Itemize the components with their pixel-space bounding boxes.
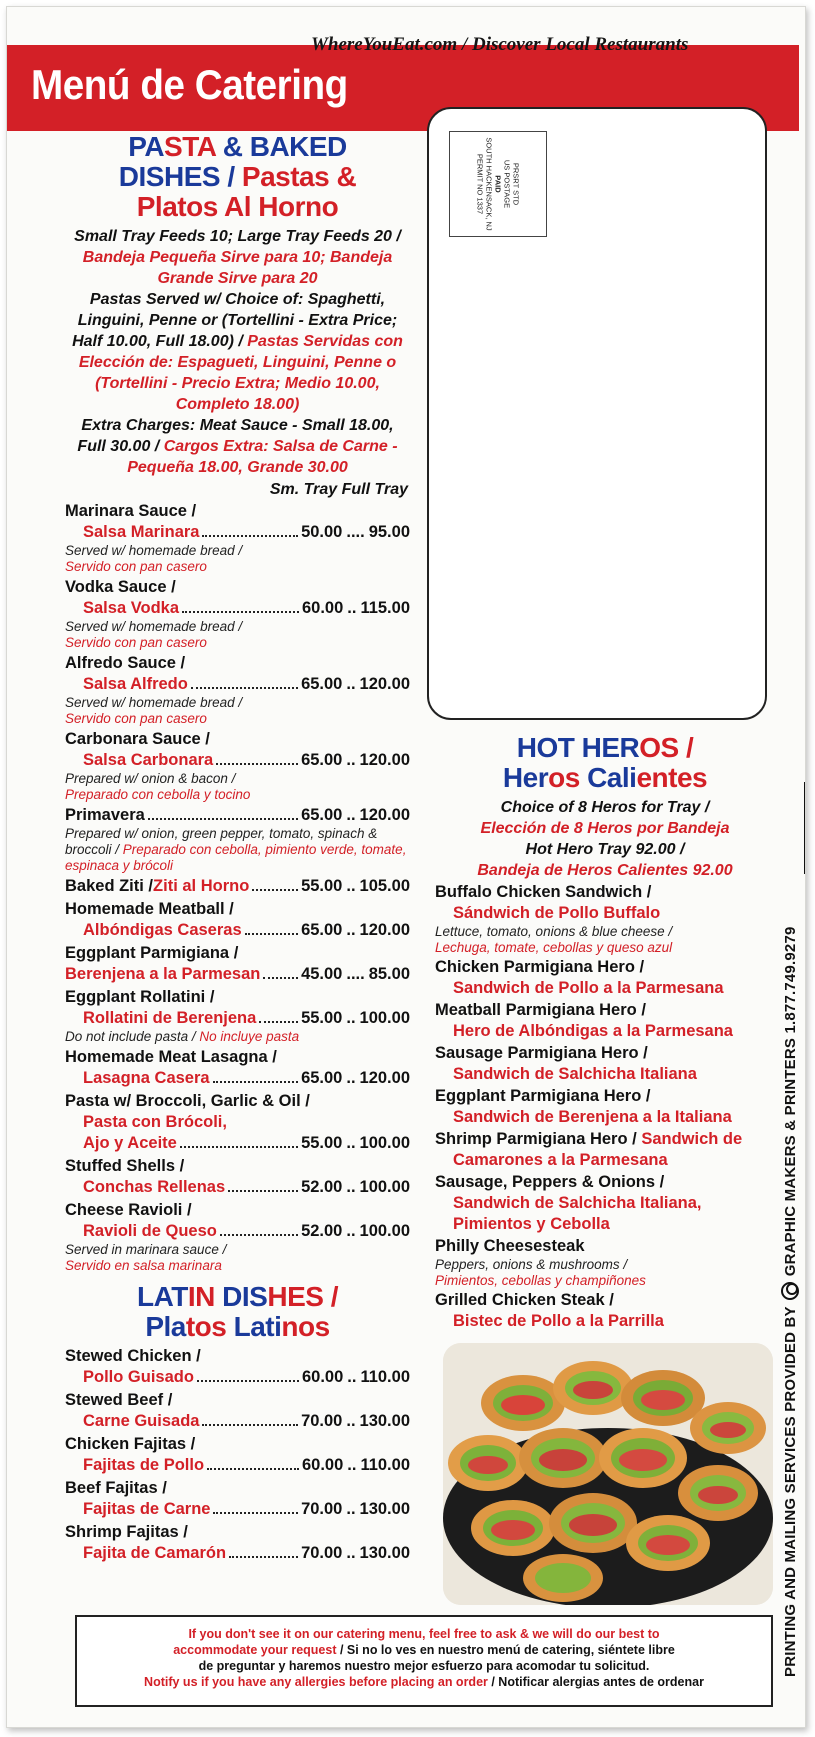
pasta-intro: Small Tray Feeds 10; Large Tray Feeds 20 / Bandeja Pequeña Sirve para 10; Bandeja Grande Sirve para 20 Pastas Served w/ Choice of: Spaghetti, Linguini, Penne or (Tortellini - Extra Price; Half 10.00, Full 18.00) / Pastas Servidas con Elección de: Espagueti, Linguini, Penne o (Tortellini - Precio Extra; Medio 10.00, Completo 18.00) Extra Charges: Meat Sauce - Small 18.00, Full 30.00 / Cargos Extra: Salsa de Carne - Pequeña 18.00, Grande 30.00 <box>72 228 403 476</box>
menu-item: Primavera 65.00 .. 120.00 Prepared w/ onion, green pepper, tomato, spinach & broccoli / Preparado con cebolla, pimiento verde, tomate, espinaca y brócoli <box>65 806 410 873</box>
hero-item: Philly Cheesesteak Peppers, onions & mushrooms / Pimientos, cebollas y champiñones <box>435 1237 646 1288</box>
latin-heading: LATIN DISHES / Platos Latinos <box>137 1281 338 1342</box>
hero-item: Shrimp Parmigiana Hero / Sandwich de Camarones a la Parmesana <box>435 1130 743 1169</box>
watermark: WhereYouEat.com / Discover Local Restaurants <box>311 34 689 55</box>
printer-credit: PRINTING AND MAILING SERVICES PROVIDED BYGRAPHIC MAKERS & PRINTERS 1.877.749.9279 <box>782 926 799 1677</box>
menu-item: Carbonara Sauce / Salsa Carbonara 65.00 .. 120.00 Prepared w/ onion & bacon / Preparado con cebolla y tocino <box>65 730 410 802</box>
menu-item: Eggplant Rollatini / Rollatini de Berenjena 55.00 .. 100.00 Do not include pasta / No incluye pasta <box>65 988 410 1044</box>
menu-item: Eggplant Parmigiana / Berenjena a la Parmesan 45.00 .... 85.00 <box>65 944 410 983</box>
catering-footer-note: If you don't see it on our catering menu, feel free to ask & we will do our best to accommodate your request / Si no lo ves en nuestro menú de catering, siéntete libre de preguntar y haremos nuestro mejor esfuerzo para acomodar tu solicitud. Notify us if you have any allergies before placing an order / Notificar alergias antes de ordenar <box>75 1615 773 1707</box>
menu-item: Stuffed Shells / Conchas Rellenas 52.00 .. 100.00 <box>65 1157 410 1196</box>
menu-item: Cheese Ravioli / Ravioli de Queso 52.00 .. 100.00 Served in marinara sauce / Servido en salsa marinara <box>65 1201 410 1273</box>
menu-item: Alfredo Sauce / Salsa Alfredo 65.00 .. 120.00 Served w/ homemade bread / Servido con pan casero <box>65 654 410 726</box>
envelope-address-window <box>427 107 767 720</box>
menu-item: Beef Fajitas / Fajitas de Carne 70.00 .. 130.00 <box>65 1479 410 1518</box>
postage-permit-box <box>449 131 547 237</box>
left-column <box>65 132 410 1564</box>
tray-size-header: Sm. Tray Full Tray <box>269 481 408 498</box>
hero-item: Eggplant Parmigiana Hero / Sandwich de Berenjena a la Italiana <box>435 1087 732 1126</box>
hero-item: Sausage Parmigiana Hero / Sandwich de Salchicha Italiana <box>435 1044 697 1083</box>
hero-item: Sausage, Peppers & Onions / Sandwich de Salchicha Italiana, Pimientos y Cebolla <box>435 1173 702 1233</box>
heros-intro: Choice of 8 Heros for Tray / Elección de 8 Heros por Bandeja Hot Hero Tray 92.00 / Bandeja de Heros Calientes 92.00 <box>477 799 733 879</box>
sandwich-tray-photo <box>443 1343 773 1605</box>
hero-item: Chicken Parmigiana Hero / Sandwich de Pollo a la Parmesana <box>435 958 724 997</box>
menu-item: Homemade Meat Lasagna / Lasagna Casera 65.00 .. 120.00 <box>65 1048 410 1087</box>
menu-item: Baked Ziti / Ziti al Horno 55.00 .. 105.00 <box>65 877 410 895</box>
menu-item: Marinara Sauce / Salsa Marinara 50.00 .... 95.00 Served w/ homemade bread / Servido con pan casero <box>65 502 410 574</box>
heros-heading: HOT HEROS / Heros Calientes <box>502 732 708 793</box>
postage-permit-text: PRSRT STD US POSTAGE PAID SOUTH HACKENSACK, NJ PERMIT NO 1337 <box>475 137 521 231</box>
menu-item: Pasta w/ Broccoli, Garlic & Oil / Pasta con Brócoli, Ajo y Aceite 55.00 .. 100.00 <box>65 1092 410 1152</box>
menu-item: Vodka Sauce / Salsa Vodka 60.00 .. 115.00 Served w/ homemade bread / Servido con pan casero <box>65 578 410 650</box>
latin-list <box>65 1346 410 1564</box>
menu-item: Shrimp Fajitas / Fajita de Camarón 70.00 .. 130.00 <box>65 1523 410 1562</box>
sandwich-tray-illustration <box>443 1343 773 1605</box>
menu-item: Stewed Beef / Carne Guisada 70.00 .. 130.00 <box>65 1391 410 1430</box>
hero-item: Grilled Chicken Steak / Bistec de Pollo a la Parrilla <box>435 1291 664 1330</box>
menu-item: Homemade Meatball / Albóndigas Caseras 65.00 .. 120.00 <box>65 900 410 939</box>
hero-item: Meatball Parmigiana Hero / Hero de Albóndigas a la Parmesana <box>435 1001 733 1040</box>
pasta-heading: PASTA & BAKED DISHES / Pastas & Platos Al Horno <box>118 131 357 222</box>
menu-item: Chicken Fajitas / Fajitas de Pollo 60.00 .. 110.00 <box>65 1435 410 1474</box>
menu-page <box>6 6 806 1728</box>
hero-item: Buffalo Chicken Sandwich / Sándwich de Pollo Buffalo Lettuce, tomato, onions & blue cheese / Lechuga, tomate, cebollas y queso azul <box>435 883 673 955</box>
printer-logo-icon <box>781 1282 799 1300</box>
right-column <box>435 733 775 1332</box>
menu-item: Stewed Chicken / Pollo Guisado 60.00 .. 110.00 <box>65 1347 410 1386</box>
banner-title: Menú de Catering <box>31 61 348 108</box>
sidebar-accent-bar <box>804 782 806 874</box>
